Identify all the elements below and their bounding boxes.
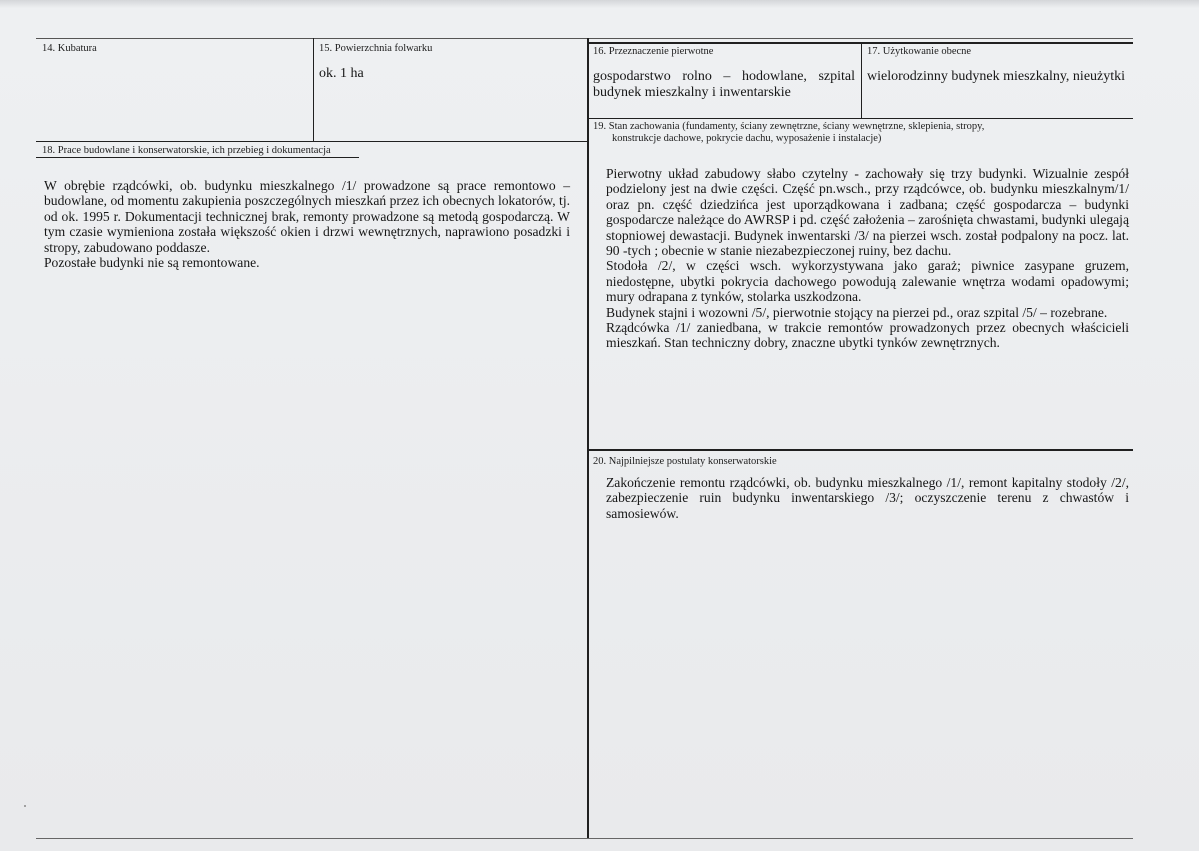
rule-center	[587, 38, 589, 838]
field-17-label: 17. Użytkowanie obecne	[867, 46, 972, 57]
scan-speck	[24, 805, 26, 807]
field-16-value: gospodarstwo rolno – hodowlane, szpital budynek mieszkalny i inwentarskie	[593, 69, 855, 100]
field-17-value: wielorodzinny budynek mieszkalny, nieużytki	[867, 69, 1126, 84]
field-18-text	[44, 178, 570, 270]
rule-bottom	[36, 838, 1133, 839]
rule-field18-bottom	[36, 157, 359, 158]
rule-field19-bottom	[588, 449, 1133, 451]
field-19-paragraph: Pierwotny układ zabudowy słabo czytelny - zachowały się trzy budynki. Wizualnie zespół podzielony jest na dwie części. Część pn.wsch., przy rządcówce, ob. budynku mieszkalnym/1/ oraz pn. część dziedzińca jest uporządkowana i zadbana; część gospodarcza – budynki gospodarcze należące do AWRSP i pd. część założenia – zarośnięta chwastami, budynki ulegają stopniowej dewastacji. Budynek inwentarski /3/ na pierzei wsch. został podpalony na pocz. lat. 90 -tych ; obecnie w stanie niezabezpieczonej ruiny, bez dachu.	[606, 166, 1129, 259]
field-18-label: 18. Prace budowlane i konserwatorskie, ich przebieg i dokumentacja	[42, 145, 331, 156]
field-19-text	[606, 166, 1129, 351]
field-16-label: 16. Przeznaczenie pierwotne	[593, 46, 714, 57]
rule-col3	[861, 42, 862, 119]
field-19-paragraph: Stodoła /2/, w części wsch. wykorzystywana jako garaż; piwnice zasypane gruzem, niedostępne, ubytki pokrycia dachowego powodują zalewanie wnętrza wodami opadowymi; mury odrapana z tynków, stolarka uszkodzona.	[606, 258, 1129, 305]
field-15-label: 15. Powierzchnia folwarku	[319, 43, 433, 54]
field-20-text: Zakończenie remontu rządcówki, ob. budynku mieszkalnego /1/, remont kapitalny stodoły /2/, zabezpieczenie ruin budynku inwentarskiego /3/; oczyszczenie terenu z chwastów i samosiewów.	[606, 475, 1129, 521]
field-18-paragraph: W obrębie rządcówki, ob. budynku mieszkalnego /1/ prowadzone są prace remontowo – budowlane, od momentu zakupienia poszczególnych mieszkań przez ich obecnych lokatorów, tj. od ok. 1995 r. Dokumentacji technicznej brak, remonty prowadzone są metodą gospodarczą. W tym czasie wymieniona została większość okien i drzwi wewnętrznych, naprawiono posadzki i stropy, zabudowano poddasze.	[44, 178, 570, 255]
field-14-label: 14. Kubatura	[42, 43, 97, 54]
scan-edge	[0, 0, 1199, 8]
field-19-label-line1: 19. Stan zachowania (fundamenty, ściany zewnętrzne, ściany wewnętrzne, sklepienia, stropy,	[593, 121, 985, 132]
field-19-label-line2: konstrukcje dachowe, pokrycie dachu, wyposażenie i instalacje)	[612, 133, 882, 144]
field-20-label: 20. Najpilniejsze postulaty konserwatorskie	[593, 456, 777, 467]
rule-row1-left	[36, 141, 588, 142]
field-15-value: ok. 1 ha	[319, 66, 364, 81]
field-18-paragraph: Pozostałe budynki nie są remontowane.	[44, 255, 260, 271]
field-19-paragraph: Rządcówka /1/ zaniedbana, w trakcie remontów prowadzonych przez obecnych właścicieli mieszkań. Stan techniczny dobry, znaczne ubytki tynków zewnętrznych.	[606, 320, 1129, 351]
rule-col1	[313, 38, 314, 142]
rule-top	[36, 38, 1133, 39]
field-19-paragraph: Budynek stajni i wozowni /5/, pierwotnie stojący na pierzei pd., oraz szpital /5/ – rozebrane.	[606, 304, 1108, 320]
